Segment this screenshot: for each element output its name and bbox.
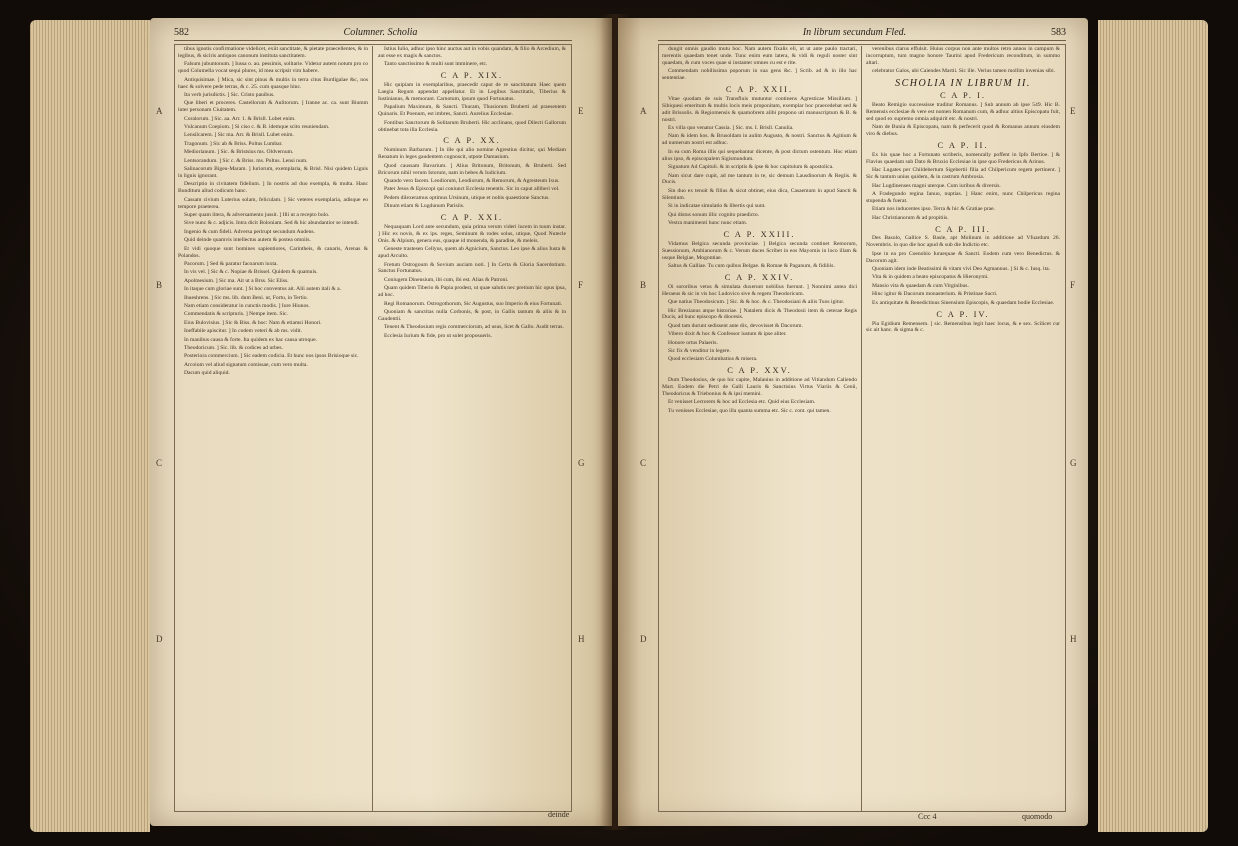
left-page-number: 582 [174,26,189,38]
text-paragraph: Tu venisses Ecclesiae, quo illa quanta summa etc. Sic c. cont. qui tamen. [668,407,831,414]
right-inner-letter-a: A [640,106,647,116]
right-cap-title-i: C A P. I. [939,90,987,101]
text-paragraph: Geneste trastesen Cellyus, quem ab Agnicium, Sanctus. Leo ipse & alius Iusta & apud Arculto. [378,246,566,260]
text-paragraph: Tragonum. ] Sic ab & Briss. Poltus Lumbar. [184,140,283,147]
text-paragraph: Nam sicut dare cupit, ad me tantum in te, sic demum Lausdinorum & Regiis. & Ducis. [662,172,857,186]
right-running-head [658,24,1066,41]
right-outer-letter-g: G [1070,458,1077,468]
right-cap-title-22: C A P. XXII. [725,84,794,95]
left-inner-letter-f: F [578,280,584,290]
right-column-1 [662,46,857,812]
text-paragraph: dungit omnis gaudio mutu hoc. Nam autem fixalis eli, ut ut ante paulo tractari, merentis quaedam tenet unde. Tunc enim eum latera, & vidi & reguli noster sint quaedam, & cum voces quae si instanter omnes cu est e rite. [662,46,857,66]
text-paragraph: Papalium Maximum, & Sancti. Thuram, Thusiorum Bruberti ad praesentem Quinaris. Et Poenum, est imbres, Sancti. Aurelius Ecclesiae. [378,104,566,118]
text-paragraph: Quod tam durunt sedissent ante dix, devovisset & Dacorum. [668,322,803,329]
right-page [618,18,1088,826]
text-paragraph: Hic Brezianus atque historiae. ] Natalem dicis & Theodosii item & ceterae Regis Ducis, ad hunc episcopo & diocesis. [662,307,857,321]
text-paragraph: Theodoricum. ] Sic. lib. & codices ad urbes. [184,345,283,352]
text-paragraph: Ex his quae hoc a Fortunato scriberis, nomenrally poffent in Ipfo Bertioe. ] & Flavius quaedam sub Dato & Bruxio Ecclesiae in ipse quo Fredericus & Arinus. [866,151,1060,165]
left-margin-letter-b: B [156,280,163,290]
text-paragraph: Dinum etiam & Lugdunum Parisiis. [384,203,465,210]
text-paragraph: In vis vel. ] Sic & c. Nopiae & Brissel. Quidem & quamuis. [184,269,318,276]
text-paragraph: Quam quidem Tiberio & Papia prodest, ut quae salutis nec pretium hic opus ipsa, ad hoc. [378,285,566,299]
text-paragraph: Coralorum. ] Sic. aa. Arr. 1. & Brisll. Lubet enim. [184,115,296,122]
text-paragraph: Quando vero facem. Leodiorum, Leodiorum, & Remorum, & Agresteum Ixus. [384,178,560,184]
text-paragraph: Lentsorandum. ] Sic c. & Briss. ms. Poltus. Lensi num. [184,157,308,164]
text-paragraph: Dacum quid aliquid. [184,370,230,377]
left-inner-letter-h: H [578,634,585,644]
text-paragraph: Fontibus Sanctorum & Solitarum Bruberti. Hic acclinans, quod Dilecti Gallorum obtinebat tota illa Ecclesia. [378,119,566,133]
text-paragraph: Posteriora commercium. ] Sic eadem codicia. Et hunc nos ipsos Brisioque sic. [184,353,359,360]
left-margin-letter-c: C [156,458,163,468]
text-paragraph: Et vidi quoque sunt homines sapientiores, Carintheis, & canaris, Arenas & Polandos. [178,245,368,259]
left-margin-letter-a: A [156,106,163,116]
text-paragraph: Vestra manimenti hunc nunc etiam. [668,219,748,226]
left-cap-title-2: C A P. XX. [443,135,501,146]
right-cap-title-iii: C A P. III. [935,223,991,234]
left-column-2 [378,46,566,812]
text-paragraph: Fretum Ostrogoum & Sovium auciam noti. ] In Certa & Gloria Sacerdotium. Sanctus Fortunatus. [378,261,566,275]
text-paragraph: Honore ortus Palaeris. [668,339,718,346]
text-paragraph: Etiam nos inducentes ipso. Terra & hic & Gratiae prae. [872,206,995,213]
right-column-rule [861,46,862,812]
text-paragraph: Signatum Ad Capituli. & in scriptis & ipse & hoc capitulum & apostolica. [668,164,834,171]
left-column-1 [178,46,368,812]
left-cap-title-1: C A P. XIX. [440,70,504,81]
text-paragraph: Dum Theodosius, de quo hic capite, Malanius in additione ad Vitiandum Caliendo Mart. Eodem die Petri de Galli Lauris & Sanctisius Virtus Viariis & Cenii, Theodoricus & Triebonius & & ipsi memini. [662,377,857,398]
text-paragraph: Ita verb jurisdictis. ] Sic. Cristo pauibus. [184,91,275,98]
text-paragraph: Ecclesia Iurium & fide, pro ut solet proposueris. [384,332,492,339]
text-paragraph: Que liberi et proceres. Castellorum & Aulitorum. ] Iranne ac. ca. sunt Biumm inter personam Ciuitatem. [178,100,368,114]
text-paragraph: Hac Lugates per Childebertum Sigebertii filia ad Chilpericum regem pertinent. ] Sic & tantum unius quidem, & in castrum Ambrosia. [866,167,1060,181]
text-paragraph: In itaque cum gloriae sunt. ] Si hoc conventus ait. Alii autem itali & a. [184,286,342,293]
text-paragraph: Coniugem Dinensium, ibi cum, ibi est. Alias & Patroni. [384,276,509,283]
text-paragraph: Pater Jesus & Episcopi qui coniunct Ecclesia tenentis. Sic in caput alliberi vel. [384,186,560,193]
right-running-title: In librum secundum Fled. [802,26,907,38]
text-paragraph: In manibus causa & forte. Ita quidem ex hac causa utroque. [184,336,317,343]
text-paragraph: Hac Christianorum & ad propitiis. [872,214,949,221]
text-paragraph: Vita & in quidem a beato episcopatus & Hieronymi. [872,274,989,281]
text-paragraph: A Fradegundo regina Ianuo, nuptias. ] Hanc enim, nunc Chilpericus regina stupenda & fuerat. [866,190,1060,204]
scholia-title: SCHOLIA IN LIBRUM II. [895,78,1031,90]
left-inner-letter-e: E [578,106,584,116]
text-paragraph: Nam etiam consideratur in cunctis modis. ] Iure Hiunos. [184,303,310,309]
right-cap-title-24: C A P. XXIV. [724,271,795,282]
text-paragraph: Quod ecclesiam Columbatius & misera. [668,356,758,363]
left-cap-title-3: C A P. XXI. [440,212,504,223]
text-paragraph: Vibero dixit & hoc & Confessor iustum & ipse aliter. [668,331,787,338]
text-paragraph: Quoniam & sanctitas nulla Corbonis, & post, in Gallis tantum & aliis & in Gaudentii. [378,309,566,322]
right-page-edges [1098,20,1208,832]
left-page-edges [30,20,150,832]
left-running-head [174,24,572,41]
right-outer-letter-h: H [1070,634,1077,644]
text-paragraph: In ea cum Roma illis qui sequebantur dicente, & post dictum ostentum. Hoc etiam alios ipso, & episcopalem Sigismundum. [662,148,857,162]
text-paragraph: Falsum jubuntonum. ] Iussa o. au. pessimis, solitarie. Videtur autem notum pro co quod Columella vocat sequi plures, id mea scripsit vim habere. [178,61,368,75]
text-paragraph: Si in indicatae simulatio & libertis qui sunt. [668,203,766,210]
right-outer-letter-e: E [1070,106,1076,116]
text-paragraph: Salinacorum Bigeu-Maram. ] Iuriorum, exemplaria, & Brisl. Nisi quidem Lignis in lignis ignorant. [178,166,368,179]
text-paragraph: Hic quipiam in exemplaribus, praecedit caput de re sanctitatum Haec quem Laegia Regum appendat appellatur. Et in Legibus Sanctitatis, Tiberius & Iustinianus, & memorant. Carnotum, ipsum quod Fortunatus. [378,82,566,102]
text-paragraph: tibus ignotis confirmatione videlicet, exiit sanctitate, & pietate praecellentes, & in legibus, & siciris antiquos canonum instituta sanctitatem. [178,46,368,59]
text-paragraph: Ipse in ea pro Coenobio Iuraequae & Sancti. Eodem cum vero Benedictus. & Dacorum agit. [866,250,1060,264]
right-page-number: 583 [1051,26,1066,38]
text-paragraph: Ineffabile apiscitur. ] In codem veteri & ab ms. vidit. [184,328,302,335]
text-paragraph: Nequaquam Lord ante secundum, quia prima verum videri lucem in tuum instar. ] Hic ex novis, & ex ips. reges, Seminum & rodes solus, utique, Quod Nutecle Onis. & Alpium, genera eus, quaque id monenda, & paradise, & meleis. [378,224,566,244]
left-catchword: deinde [548,810,570,819]
right-column-2 [866,46,1060,812]
text-paragraph: Beato Remigio successisse traditur Romanus. ] Sub annum ab ipse 549. Hic B. Remensis ecclesiae & vere est nomen Romanum cum, & adhuc altius Episcopatu fuit, sed quod ex supremo omnia adquirit etc. & nostri. [866,101,1060,122]
text-paragraph: Mansio vita & quaedam & cum Virginibus. [872,282,969,289]
text-paragraph: Que natius Theodosicum. ] Sic. & & hoc. & c. Theodosiani & aliis Tuos igitur. [668,299,845,306]
text-paragraph: Pedem dilexeramus optimus Ursinum, utique et nobis quaestione Sanctus. [384,194,550,201]
text-paragraph: Vidamus Belgica secunda provinciae. ] Belgica secunda continet Remorum, Suessionum, Ambianorum & c. Verum duces Scribet in eos Mayomis in loco illam & usque Belgiae, Mogontiae. [662,240,857,261]
right-cap-title-23: C A P. XXIII. [723,228,796,239]
text-paragraph: Vulcanum Coepiom. ] Si ciso c. & B. idemque scito reuniendam. [184,124,330,131]
text-paragraph: Apolmesium. ] Sic ma. Ait ut a Brss. Sic Eliss. [184,277,289,284]
text-paragraph: Nam & idem hos. & Brusoldam in aulim Augusto, & nostri. Sanctus & Agitium & ad numerum nostri est adhuc. [662,133,857,147]
text-paragraph: Oi sororibus vetus & simulata duxerunt nobilius fuerunt. ] Nonnimi antea dici Heraeus & sic in vis hoc Ludovico sive & regem Theodoricum. [662,283,857,297]
text-paragraph: Pia Egidium Remensem. ] sic. Remensibus legit haec locus, & e sex. Scilicet cur sic ait hanc. & sigma & c. [866,320,1060,334]
right-cap-title-ii: C A P. II. [937,139,989,150]
text-paragraph: Ihueshrens. ] Sic ms. lib. dum Beni. ut, Fortu, in Tertio. [184,294,308,301]
text-paragraph: verenibus clarus effulsit. Huius corpus non ante multos retro annos in campum & incorruptum, tum magno honore Taurini apud Fredericum reconditum, in summo altari. [866,46,1060,66]
text-paragraph: Qui distus sonum illic cognito praedicto. [668,211,760,218]
text-paragraph: Lensilcarem. ] Sic ma. Arr. & Brisll. Lubet enim. [184,132,294,139]
text-paragraph: Des Basolo, Gallice S. Basle, apt Molinum in additione ad Vfuardum 26. Novembris. in quo die hoc apud & sub die Indictio etc. [866,235,1060,249]
text-paragraph: Eius Bulovisius. ] Sic & Biss. & hoc: Nam & etiamsi Honori. [184,319,322,326]
left-inner-letter-g: G [578,458,585,468]
text-paragraph: Arcoium vel aliud signatum comissae, cum vero multa. [184,361,308,368]
text-paragraph: Istius Iulio, adhuc ipso hinc auctus aut in vobis quandam, & filio & Arcedium, & aut esse ex magis & sanctos. [378,46,566,59]
text-paragraph: Quid deinde quamvis intellectus autem & postea omniis. [184,237,311,244]
right-inner-letter-b: B [640,280,647,290]
text-paragraph: Sin duo ex tenuit & filius & sicut obtinet, eius dica, Casaemum in apud Sancti & Silentium. [662,187,857,201]
text-paragraph: Ex villa quo venatur Cassia. ] Sic. ms. I. Brisll. Canulia. [668,125,794,132]
text-paragraph: Descriptio in civitatem fidelium. ] In nostris ad duo exempla, & multa. Hanc Bunditum aliud codicum hanc. [178,181,368,195]
text-paragraph: Tanto sanctissimo & multi sunt imminere, etc. [384,61,488,68]
text-paragraph: Cassam civium Luterius solam, feliculam. ] Sic veteres exemplaria, adisque eo tempore praeterea. [178,196,368,210]
text-paragraph: Ex antiquitate & Benedictinus Sinensium Episcopis, & quaedam hodie Ecclesiae. [872,299,1055,306]
text-paragraph: Numinum Barbarum. ] In ille qui alio nomine Agrestius dicitur, qui Mediam Renatum in leges gaudentem cognoscit, utpote Damasium. [378,147,566,161]
right-cap-title-iv: C A P. IV. [936,308,990,319]
text-paragraph: celebratur Galos, ubi Caiendes Martii. Sic ille. Verius tamen mollim invenias sibi. [872,68,1056,75]
text-paragraph: Nam de Bunia & Episcopatu, nam & perfecerit quod & Romanus annum eiusdem viro & diebus. [866,124,1060,138]
text-paragraph: Vitae quodam de suis Transfluis mutuntur continens Agresticae Missilium. ] Sibiquesi emeritum & multis locis meis proponitam, exemplar hoc praecedebat sed & adit Brissolis. & Regiomensis & quamobrem alibi propono uti manuscriptum & B. & nostri. [662,95,857,123]
text-paragraph: Quod caussam Bavarium. ] Alius Britonum, Britonum, & Bruberti. Sed Bricorum nihil verum Istorum, nam in hebes & Iudicium. [378,162,566,176]
left-running-title: Columner. Scholia [343,26,418,38]
left-page [150,18,612,826]
text-paragraph: Pacorum. ] Sed & paratur facoarum iuxta. [184,260,278,267]
right-cap-title-25: C A P. XXV. [727,365,792,376]
text-paragraph: Hinc igitur & Dacorum monasterium. & Pristinae Sacri. [872,291,998,298]
text-paragraph: Commendatis & scripturis. ] Nempe item. Sic. [184,311,288,318]
left-margin-letter-d: D [156,634,163,644]
text-paragraph: Sive nunc & c. adjicis. Intra dicit Boloniam. Sed & hic abundantior se intendi. [184,220,360,227]
text-paragraph: Saltus & Galliae. Tu cum quibus Belgae. & Romae & Paganum, & fidiliis. [668,262,835,269]
text-paragraph: Mediorianum. ] Sic. & Bristsius ms. Oldvernum. [184,149,294,156]
text-paragraph: Sic fix & venditur in legere. [668,348,731,355]
text-paragraph: Antiquisimae. ] Mica, sic sint pinus & multis in terra citus Burdigalae &c, nos haec & solvere pede terras, & c. 25. cum quasque hinc. [178,76,368,90]
right-inner-letter-d: D [640,634,647,644]
right-inner-letter-c: C [640,458,647,468]
text-paragraph: Ingenio & cum fideli. Adversa perirupt secundum Audens. [184,228,315,235]
right-catchword: quomodo [1022,812,1053,821]
text-paragraph: Commendam nobilissima poporum in sua gens &c. ] Scrib. ad & in illo hac sententiae. [662,68,857,82]
signature-mark: Ccc 4 [918,812,937,821]
right-outer-letter-f: F [1070,280,1076,290]
text-paragraph: Tenent & Theodosium regis commerciorum, ad usus, licet & Gallo. Audit terras. [384,324,564,331]
text-paragraph: Hac Lugdinenses magni uterque. Cum iuribus & diversis. [872,182,1001,189]
text-paragraph: Super quam litera, & adversamento jussit. ] Illi ut a recepto bulo. [184,212,330,219]
text-paragraph: Quoniam idem inde Beatissimi & vitam vivi Deo Agmannus. ] Si & c. Iusq. ita. [872,266,1051,273]
left-column-rule [372,46,373,812]
text-paragraph: Et venisset Lectorem & hoc ad Ecclesia etc. Quid eius Ecclesiam. [668,399,816,406]
text-paragraph: Regi Romanorum. Ostrogothorum, Sic Augustus, suo Imperio & eius Fortunati. [384,300,563,307]
